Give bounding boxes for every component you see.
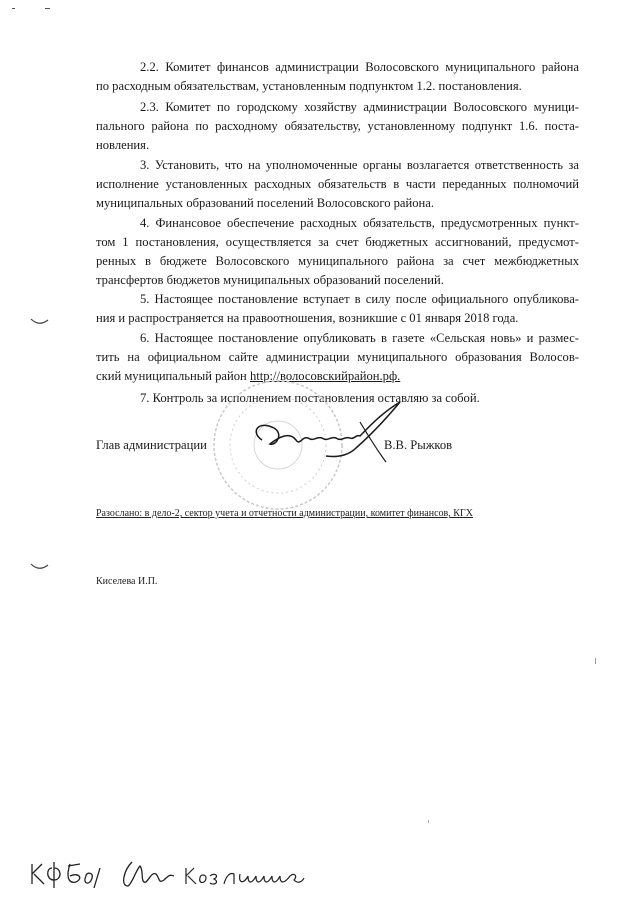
scan-speck	[45, 8, 50, 9]
paragraph-2-3-line-1: 2.3. Комитет по городскому хозяйству администрации Волосовского муници-	[140, 100, 579, 114]
paragraph-4-line-3: ренных в бюджете Волосовского муниципального района за счет межбюджетных	[96, 254, 579, 268]
paragraph-4-line-4: трансфертов бюджетов муниципальных образований поселений.	[96, 273, 444, 287]
signatory-name: В.В. Рыжков	[384, 438, 453, 452]
paragraph-5-line-1: 5. Настоящее постановление вступает в силу после официального опубликова-	[140, 292, 579, 306]
scan-speck	[428, 820, 429, 823]
website-link[interactable]: http://волосовскийрайон.рф.	[249, 369, 401, 383]
margin-punch-mark	[30, 318, 50, 328]
distribution-list: Разослано: в дело-2, сектор учета и отчетности администрации, комитет финансов, КГХ	[96, 508, 473, 519]
paragraph-3-line-3: муниципальных образований поселений Волосовского района.	[96, 196, 435, 210]
paragraph-6-line-1: 6. Настоящее постановление опубликовать в газете «Сельская новь» и размес-	[140, 331, 579, 345]
paragraph-2-2-line-2: по расходным обязательствам, установленным подпунктом 1.2. постановления.	[96, 79, 522, 93]
paragraph-2-2-line-1: 2.2. Комитет финансов администрации Волосовского муниципального района	[140, 60, 579, 74]
paragraph-2-3-line-3: новления.	[96, 138, 150, 152]
paragraph-3-line-2: исполнение установленных расходных обязательств в части переданных полномочий	[96, 177, 579, 191]
signature-title: Глав администрации	[96, 438, 207, 452]
executor-name: Киселева И.П.	[96, 576, 158, 587]
paragraph-2-3-line-2: пального района по расходному обязательству, установленному подпункт 1.6. поста-	[96, 119, 579, 133]
paragraph-6-line-3-text: ский муниципальный район	[96, 369, 250, 383]
paragraph-7-line-1: 7. Контроль за исполнением постановления оставляю за собой.	[140, 391, 480, 405]
paragraph-3-line-1: 3. Установить, что на уполномоченные органы возлагается ответственность за	[140, 158, 579, 172]
paragraph-4-line-1: 4. Финансовое обеспечение расходных обязательств, предусмотренных пункт-	[140, 216, 579, 230]
handwritten-approval-note	[28, 846, 328, 896]
paragraph-6-line-2: тить на официальном сайте администрации муниципального образования Волосов-	[96, 350, 579, 364]
handwritten-signature	[240, 392, 430, 472]
paragraph-5-line-2: ния и распространяется на правоотношения, возникшие с 01 января 2018 года.	[96, 311, 519, 325]
margin-punch-mark	[30, 563, 50, 573]
scan-speck	[12, 8, 15, 9]
paragraph-4-line-2: том 1 постановления, осуществляется за счет бюджетных ассигнований, предусмот-	[96, 235, 579, 249]
scan-speck	[595, 658, 596, 664]
